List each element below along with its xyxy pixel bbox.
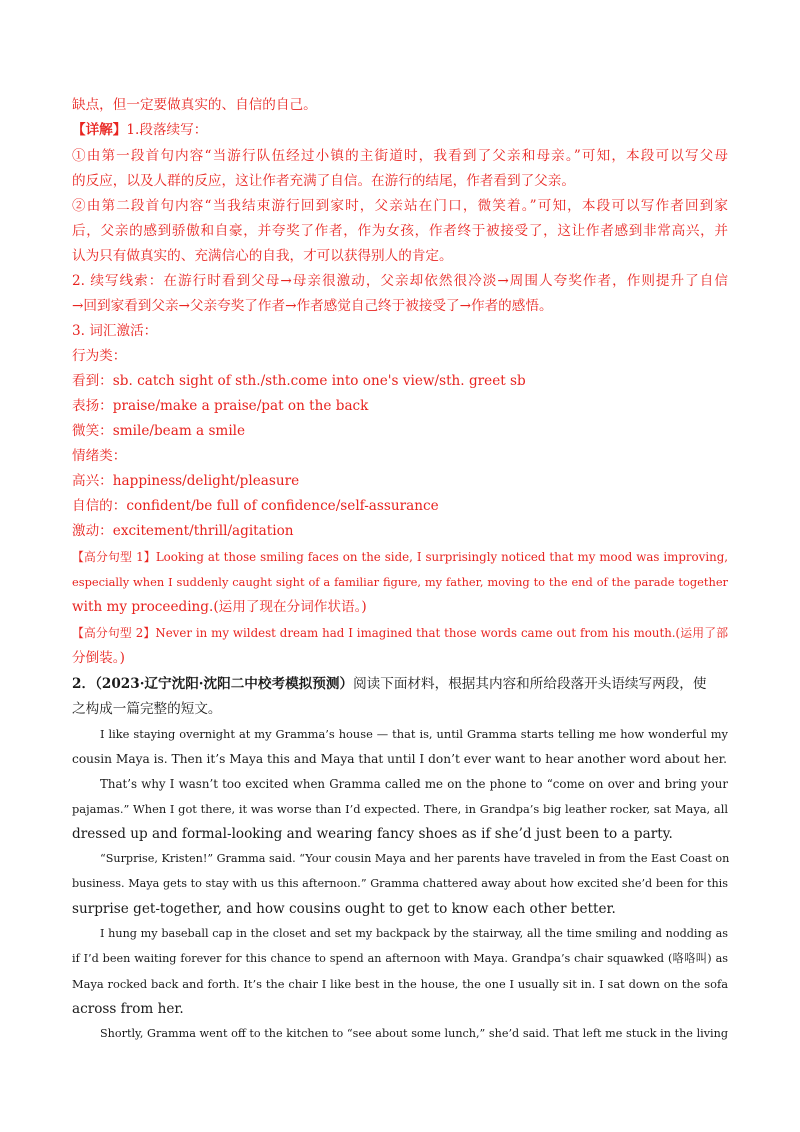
story-p4-line3: Maya rocked back and forth. It’s the chair I like best in the house, the one I usually sit in. I sat down on the sofa bbox=[72, 977, 728, 991]
story-p4-line1: I hung my baseball cap in the closet and set my backpack by the stairway, all the time smiling and nodding as bbox=[100, 927, 728, 940]
paragraph2-analysis-line1: ②由第二段首句内容“当我结束游行回到家时，父亲站在门口，微笑着。”可知，本段可以写作者回到家 bbox=[72, 198, 728, 214]
paragraph2-analysis-line2: 后，父亲的感到骄傲和自豪，并夸奖了作者，作为女孩，作者终于被接受了，这让作者感到非常高兴，并 bbox=[72, 223, 728, 239]
paragraph2-analysis-line3: 认为只有做真实的、充满信心的自我，才可以获得别人的肯定。 bbox=[72, 248, 453, 264]
question-source: （2023·辽宁沈阳·沈阳二中校考模拟预测） bbox=[95, 676, 354, 692]
story-p4-line4: across from her. bbox=[72, 1001, 184, 1017]
sentence-pattern1-line3: with my proceeding.(运用了现在分词作状语。) bbox=[72, 599, 367, 615]
question-instruction: 阅读下面材料，根据其内容和所给段落开头语续写两段，使 bbox=[353, 676, 707, 692]
story-p3-line3: surprise get-together, and how cousins ought to get to know each other better. bbox=[72, 901, 616, 917]
question-heading bbox=[72, 675, 728, 693]
story-p2-line2: pajamas.” When I got there, it was worse than I’d expected. There, in Grandpa’s big leather rocker, sat Maya, all bbox=[72, 802, 728, 816]
clue-line2: →回到家看到父亲→父亲夸奖了作者→作者感觉自己终于被接受了→作者的感悟。 bbox=[72, 298, 553, 314]
category-emotion: 情绪类： bbox=[72, 448, 127, 464]
question-instruction-line2: 之构成一篇完整的短文。 bbox=[72, 701, 222, 717]
story-p1-line1: I like staying overnight at my Gramma’s house — that is, until Gramma starts telling me how wonderful my bbox=[100, 727, 728, 741]
story-p1-line2: cousin Maya is. Then it’s Maya this and Maya that until I don’t ever want to hear another word about her. bbox=[72, 752, 728, 766]
story-p5-line1: Shortly, Gramma went off to the kitchen to “see about some lunch,” she’d said. That left me stuck in the living bbox=[100, 1027, 728, 1040]
sentence-pattern1-line2: especially when I suddenly caught sight of a familiar figure, my father, moving to the end of the parade together bbox=[72, 575, 728, 589]
vocab-heading: 3. 词汇激活： bbox=[72, 323, 158, 339]
paragraph1-analysis-line1: ①由第一段首句内容“当游行队伍经过小镇的主街道时，我看到了父亲和母亲。”可知，本段可以写父母 bbox=[72, 148, 728, 164]
story-p3-line1: “Surprise, Kristen!” Gramma said. “Your cousin Maya and her parents have traveled in from the East Coast on bbox=[100, 852, 730, 865]
clue-line1: 2. 续写线索：在游行时看到父母→母亲很激动，父亲却依然很冷淡→周围人夸奖作者，作则提升了自信 bbox=[72, 273, 728, 289]
heading-bracket-label: 【详解】 bbox=[72, 122, 127, 138]
vocab-see: 看到：sb. catch sight of sth./sth.come into one's view/sth. greet sb bbox=[72, 373, 526, 389]
story-p2-line3: dressed up and formal-looking and wearing fancy shoes as if she’d just been to a party. bbox=[72, 826, 673, 842]
category-behavior: 行为类： bbox=[72, 348, 127, 364]
sentence-pattern1-line1: 【高分句型 1】Looking at those smiling faces on the side, I surprisingly noticed that my mood was improving, bbox=[72, 550, 728, 564]
question-number: 2． bbox=[72, 676, 96, 692]
story-p4-line2: if I’d been waiting forever for this chance to spend an afternoon with Maya. Grandpa’s chair squawked (咯咯叫) as bbox=[72, 952, 728, 965]
sentence-pattern2-line1: 【高分句型 2】Never in my wildest dream had I imagined that those words came out from his mouth.(运用了部 bbox=[72, 626, 728, 640]
heading-section-label: 1.段落续写： bbox=[126, 122, 208, 138]
vocab-praise: 表扬：praise/make a praise/pat on the back bbox=[72, 398, 369, 414]
story-p3-line2: business. Maya gets to stay with us this afternoon.” Gramma chattered away about how excited she’d been for this bbox=[72, 877, 728, 890]
paragraph1-analysis-line2: 的反应，以及人群的反应，这让作者充满了自信。在游行的结尾，作者看到了父亲。 bbox=[72, 173, 575, 189]
explanation-heading bbox=[72, 121, 728, 139]
vocab-happy: 高兴：happiness/delight/pleasure bbox=[72, 473, 300, 489]
vocab-excited: 激动：excitement/thrill/agitation bbox=[72, 523, 294, 539]
explanation-intro-line: 缺点，但一定要做真实的、自信的自己。 bbox=[72, 97, 317, 113]
vocab-confident: 自信的：confident/be full of confidence/self-assurance bbox=[72, 498, 439, 514]
vocab-smile: 微笑：smile/beam a smile bbox=[72, 423, 246, 439]
story-p2-line1: That’s why I wasn’t too excited when Gramma called me on the phone to “come on over and bring your bbox=[100, 777, 728, 791]
sentence-pattern2-line2: 分倒装。) bbox=[72, 650, 125, 666]
